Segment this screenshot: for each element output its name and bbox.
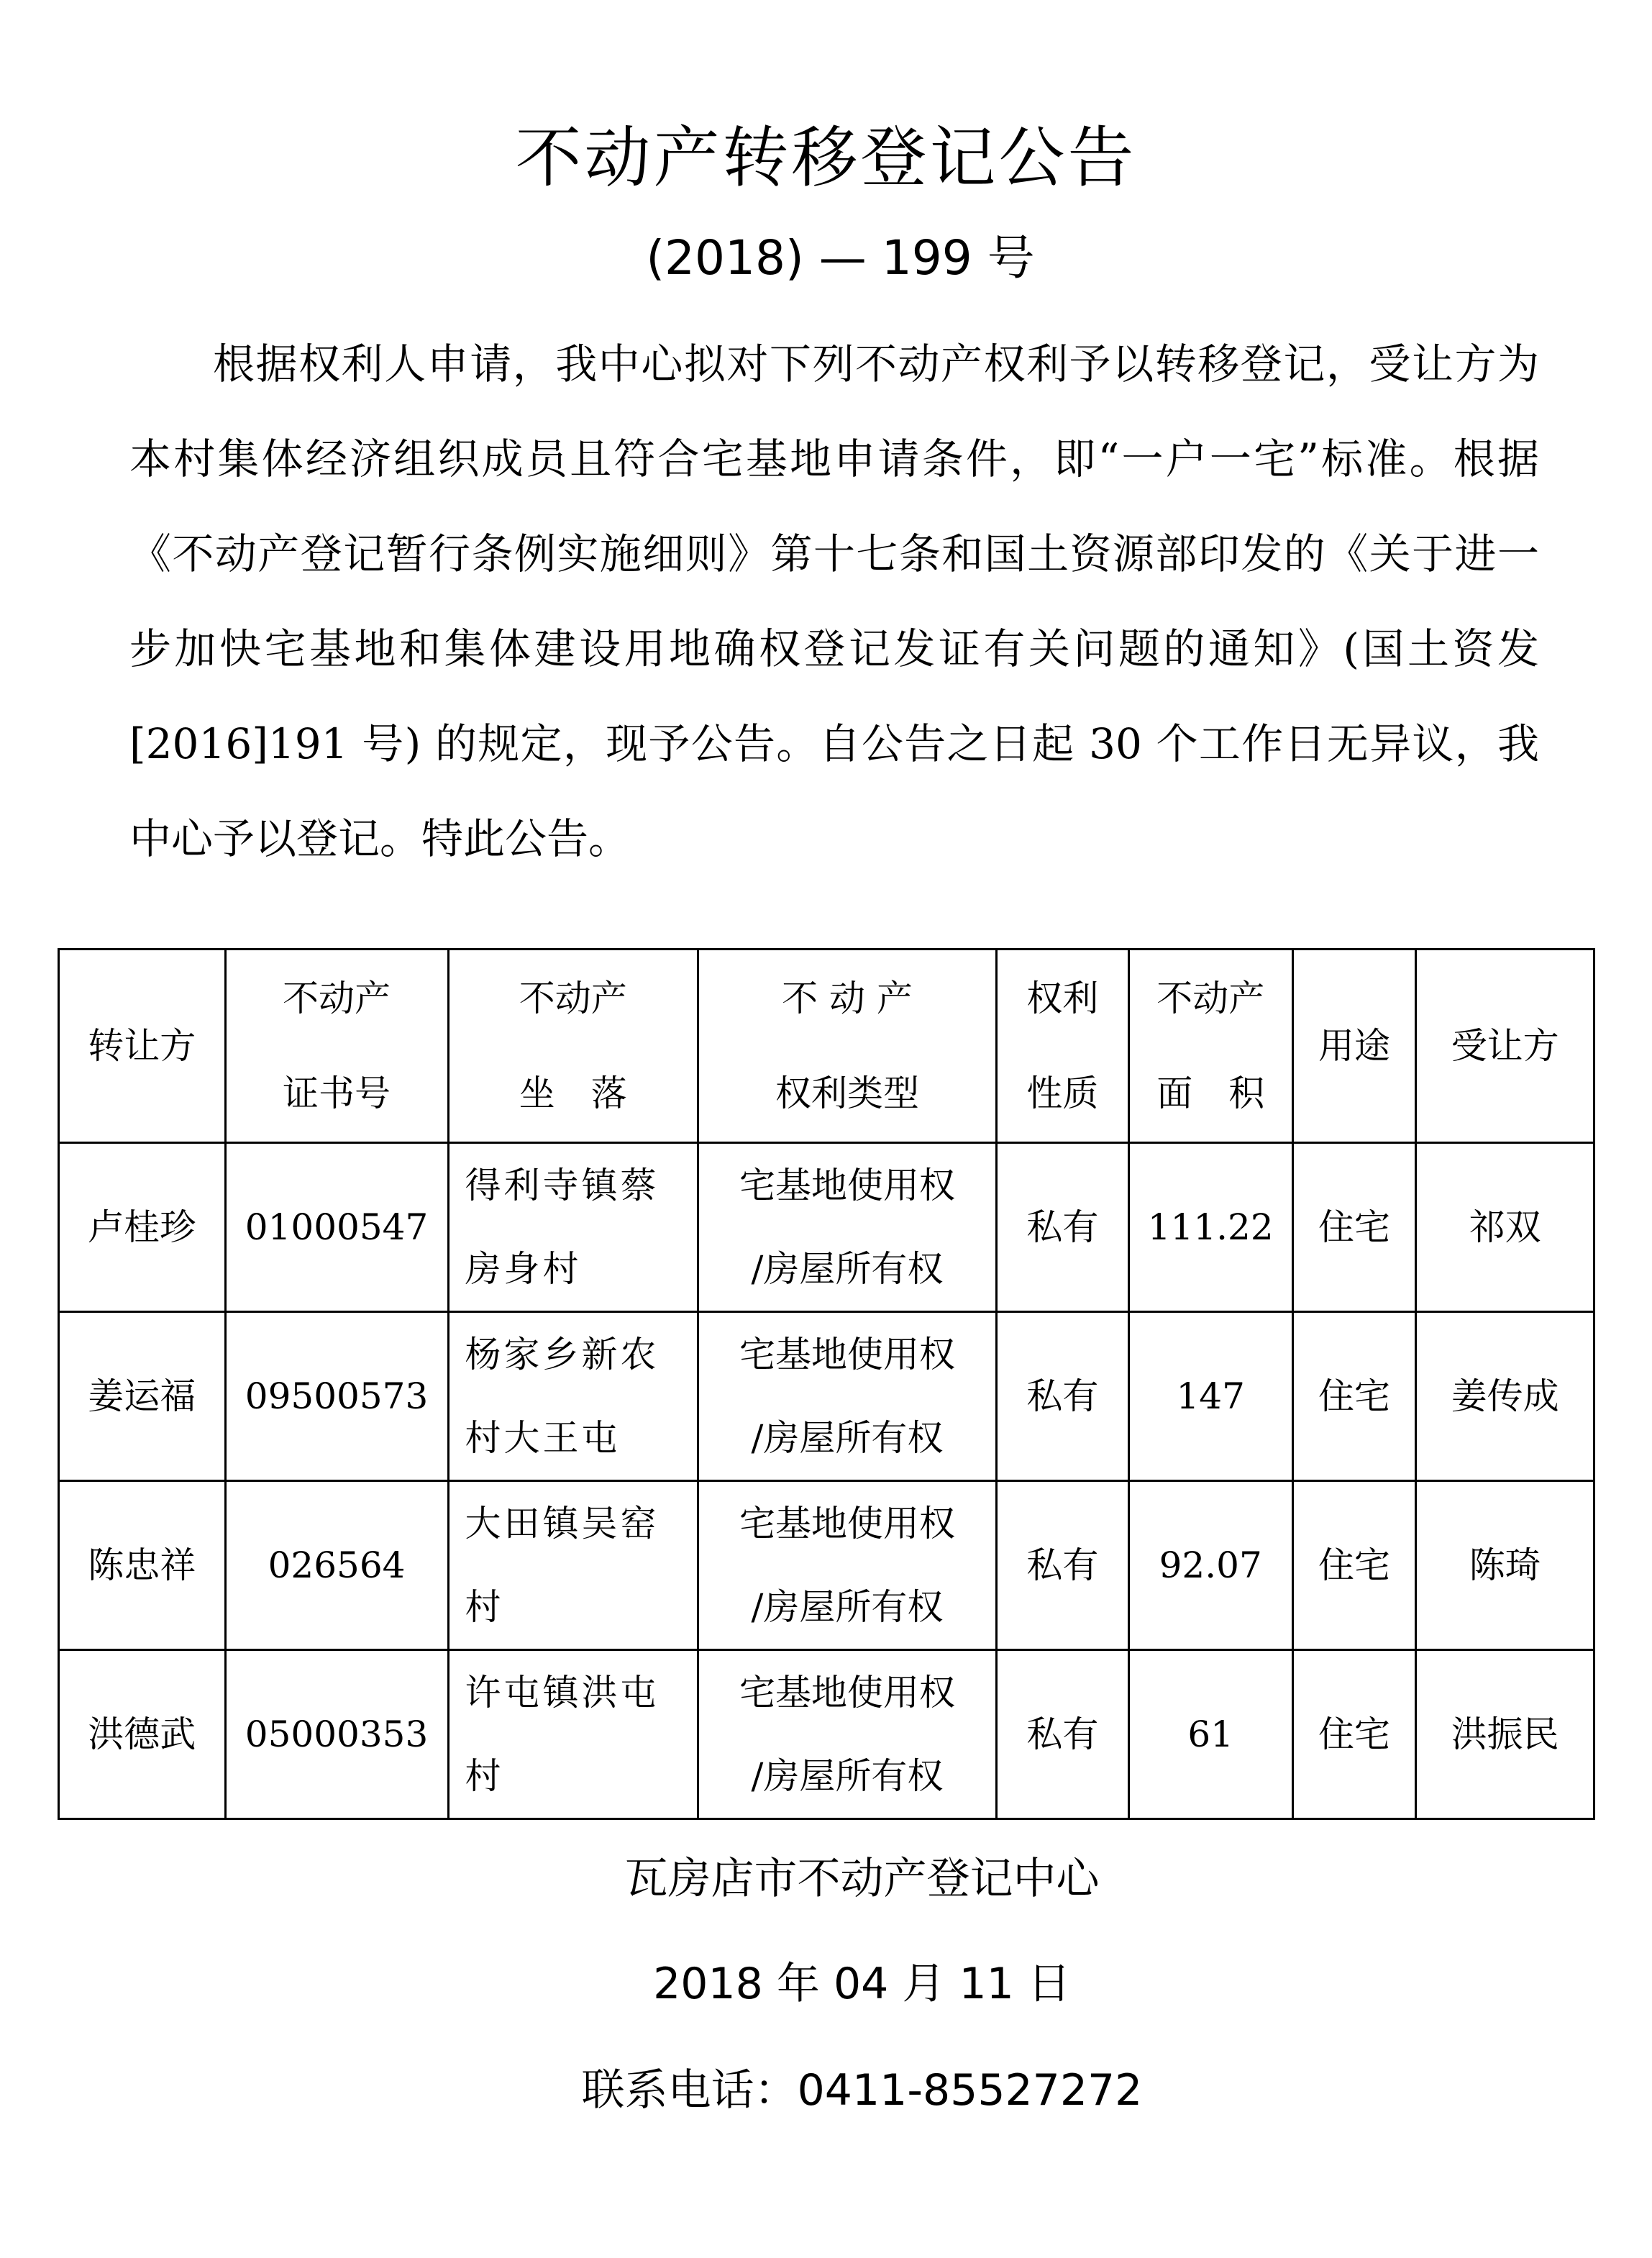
cell-usage: 住宅 xyxy=(1292,1650,1416,1819)
cell-area: 147 xyxy=(1128,1312,1292,1481)
cell-right-nature: 私有 xyxy=(997,1481,1129,1650)
cell-area: 61 xyxy=(1128,1650,1292,1819)
cell-right-nature: 私有 xyxy=(997,1312,1129,1481)
page-title: 不动产转移登记公告 xyxy=(515,119,1137,196)
cell-usage: 住宅 xyxy=(1292,1481,1416,1650)
cell-transferor: 陈忠祥 xyxy=(59,1481,226,1650)
header-right-nature: 权利 性质 xyxy=(997,950,1129,1143)
cell-location: 得利寺镇蔡 房身村 xyxy=(448,1143,698,1312)
cell-transferor: 洪德武 xyxy=(59,1650,226,1819)
cell-right-nature: 私有 xyxy=(997,1143,1129,1312)
table-row xyxy=(59,1481,1594,1650)
cell-location: 杨家乡新农 村大王屯 xyxy=(448,1312,698,1481)
issue-date: 2018 年 04 月 11 日 xyxy=(653,1959,1071,2009)
table-row xyxy=(59,1650,1594,1819)
header-transferor: 转让方 xyxy=(59,950,226,1143)
table-row xyxy=(59,1143,1594,1312)
cell-area: 111.22 xyxy=(1128,1143,1292,1312)
cell-transferor: 卢桂珍 xyxy=(59,1143,226,1312)
cell-right-type: 宅基地使用权 /房屋所有权 xyxy=(698,1650,996,1819)
cell-cert-no: 09500573 xyxy=(225,1312,448,1481)
cell-right-type: 宅基地使用权 /房屋所有权 xyxy=(698,1481,996,1650)
header-transferee: 受让方 xyxy=(1416,950,1594,1143)
cell-cert-no: 05000353 xyxy=(225,1650,448,1819)
cell-location: 大田镇吴窑 村 xyxy=(448,1481,698,1650)
contact-phone: 联系电话：0411-85527272 xyxy=(581,2065,1143,2116)
cell-cert-no: 026564 xyxy=(225,1481,448,1650)
cell-transferor: 姜运福 xyxy=(59,1312,226,1481)
cell-transferee: 姜传成 xyxy=(1416,1312,1594,1481)
cell-right-type: 宅基地使用权 /房屋所有权 xyxy=(698,1143,996,1312)
issuing-organization: 瓦房店市不动产登记中心 xyxy=(624,1854,1100,1904)
announcement-paragraph: 根据权利人申请，我中心拟对下列不动产权利予以转移登记，受让方为本村集体经济组织成员且符合宅基地申请条件，即“一户一宅”标准。根据《不动产登记暂行条例实施细则》第十七条和国土资源部印发的《关于进一步加快宅基地和集体建设用地确权登记发证有关问题的通知》(国土资发[2016]191 号) 的规定，现予公告。自公告之日起 30 个工作日无异议，我中心予以登记。特此公告。 xyxy=(129,340,1539,863)
registration-table xyxy=(58,948,1595,1820)
header-area: 不动产 面 积 xyxy=(1128,950,1292,1143)
cell-usage: 住宅 xyxy=(1292,1312,1416,1481)
cell-transferee: 洪振民 xyxy=(1416,1650,1594,1819)
header-usage: 用途 xyxy=(1292,950,1416,1143)
cell-transferee: 陈琦 xyxy=(1416,1481,1594,1650)
document-number: (2018) — 199 号 xyxy=(646,230,1035,286)
cell-right-type: 宅基地使用权 /房屋所有权 xyxy=(698,1312,996,1481)
cell-transferee: 祁双 xyxy=(1416,1143,1594,1312)
table-row xyxy=(59,1312,1594,1481)
header-location: 不动产 坐 落 xyxy=(448,950,698,1143)
cell-location: 许屯镇洪屯 村 xyxy=(448,1650,698,1819)
cell-area: 92.07 xyxy=(1128,1481,1292,1650)
table-header-row xyxy=(59,950,1594,1143)
header-right-type: 不 动 产 权利类型 xyxy=(698,950,996,1143)
cell-usage: 住宅 xyxy=(1292,1143,1416,1312)
header-cert-no: 不动产 证书号 xyxy=(225,950,448,1143)
cell-cert-no: 01000547 xyxy=(225,1143,448,1312)
cell-right-nature: 私有 xyxy=(997,1650,1129,1819)
